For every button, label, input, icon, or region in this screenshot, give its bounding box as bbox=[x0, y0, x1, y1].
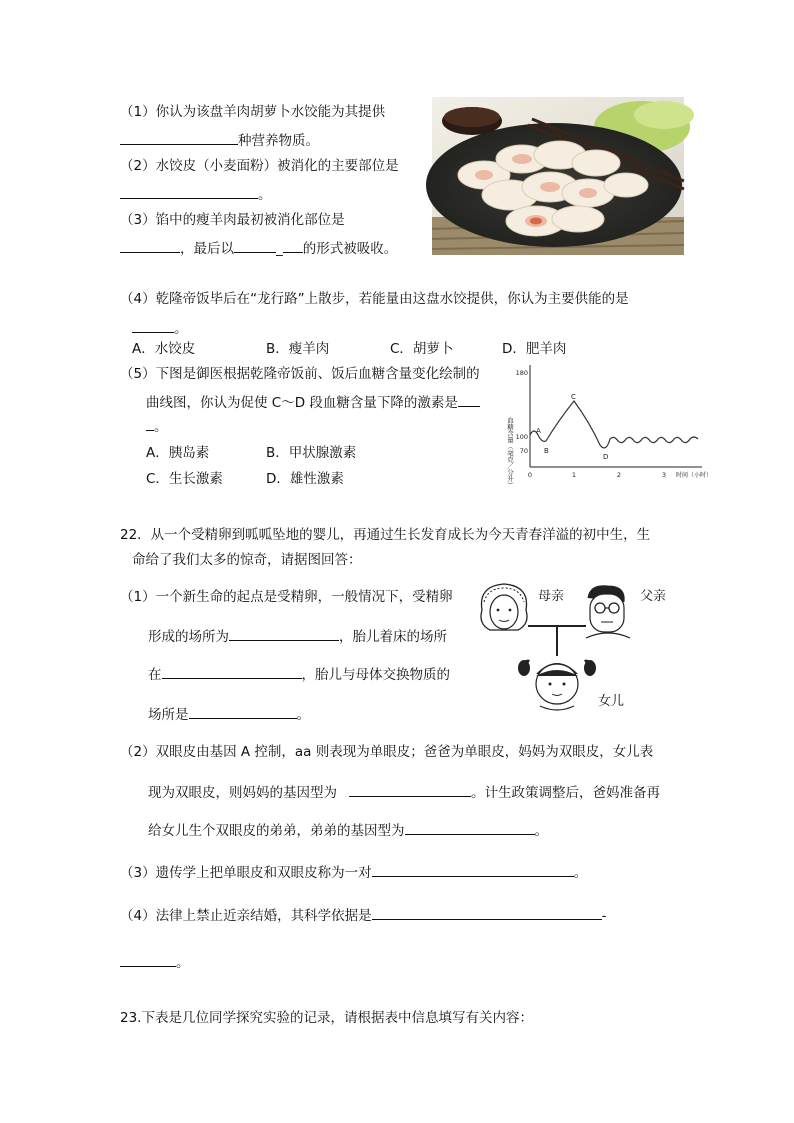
answer-blank[interactable] bbox=[458, 392, 480, 407]
answer-blank[interactable] bbox=[349, 782, 471, 797]
graph-point-d: D bbox=[603, 453, 609, 461]
q21-5-line1: （5）下图是御医根据乾隆帝饭前、饭后血糖含量变化绘制的 bbox=[120, 366, 480, 382]
q21-5-line3: 。 bbox=[146, 416, 168, 436]
father-label: 父亲 bbox=[640, 589, 667, 604]
mother-label: 母亲 bbox=[538, 589, 565, 604]
q21-5-option-a[interactable]: A．胰岛素 bbox=[146, 445, 210, 461]
answer-blank[interactable] bbox=[234, 238, 276, 253]
q21-2-line1: （2）水饺皮（小麦面粉）被消化的主要部位是 bbox=[120, 158, 399, 174]
q22-1-line3: 在 ，胎儿与母体交换物质的 bbox=[148, 664, 450, 684]
graph-xtick: 3 bbox=[661, 471, 667, 479]
q21-4-line1: （4）乾隆帝饭毕后在“龙行路”上散步，若能量由这盘水饺提供，你认为主要供能的是 bbox=[120, 291, 629, 307]
answer-blank[interactable] bbox=[132, 318, 174, 333]
q21-4-line2: 。 bbox=[132, 318, 188, 338]
answer-blank[interactable] bbox=[405, 820, 535, 835]
q22-2-line3: 给女儿生个双眼皮的弟弟，弟弟的基因型为 。 bbox=[148, 820, 548, 840]
answer-blank[interactable] bbox=[120, 952, 176, 967]
q22-4-line1: （4）法律上禁止近亲结婚，其科学依据是 - bbox=[120, 905, 606, 925]
q21-3-line1: （3）馅中的瘦羊肉最初被消化部位是 bbox=[120, 212, 345, 228]
q21-4-option-d[interactable]: D．肥羊肉 bbox=[502, 341, 567, 357]
graph-point-a: A bbox=[536, 427, 541, 435]
answer-blank[interactable] bbox=[372, 862, 574, 877]
graph-ytick: 70 bbox=[519, 447, 528, 455]
mother-figure bbox=[481, 584, 527, 630]
q21-2-line2: 。 bbox=[120, 184, 272, 204]
graph-xtick: 1 bbox=[571, 471, 577, 479]
q21-3-line2: ，最后以 _ 的形式被吸收。 bbox=[120, 238, 397, 258]
q22-2-line2: 现为双眼皮，则妈妈的基因型为 。计生政策调整后，爸妈准备再 bbox=[148, 782, 660, 802]
q22-1-line2: 形成的场所为 ，胎儿着床的场所 bbox=[148, 626, 447, 646]
q21-5-line2: 曲线图，你认为促使 C～D 段血糖含量下降的激素是 bbox=[146, 392, 480, 412]
q21-4-option-a[interactable]: A．水饺皮 bbox=[132, 341, 196, 357]
daughter-label: 女儿 bbox=[598, 694, 625, 709]
q21-5-option-d[interactable]: D．雄性激素 bbox=[266, 471, 344, 487]
answer-blank[interactable] bbox=[120, 130, 238, 145]
q22-2-line1: （2）双眼皮由基因 A 控制，aa 则表现为单眼皮；爸爸为单眼皮，妈妈为双眼皮，女儿表 bbox=[120, 744, 654, 760]
graph-ylabel: 血糖含量（毫克／分升） bbox=[506, 417, 514, 489]
q22-1-line1: （1）一个新生命的起点是受精卵，一般情况下，受精卵 bbox=[120, 589, 453, 605]
q21-5-option-c[interactable]: C．生长激素 bbox=[146, 471, 223, 487]
dumpling-photo bbox=[432, 97, 684, 255]
answer-blank[interactable] bbox=[162, 664, 302, 679]
q22-4-line2: 。 bbox=[120, 952, 190, 972]
answer-blank[interactable] bbox=[146, 416, 154, 431]
graph-ytick: 100 bbox=[515, 433, 528, 441]
glucose-curve bbox=[530, 401, 698, 448]
answer-blank[interactable] bbox=[283, 238, 303, 253]
daughter-figure bbox=[518, 660, 596, 710]
blood-glucose-graph bbox=[506, 361, 713, 489]
answer-blank[interactable] bbox=[189, 704, 297, 719]
graph-point-b: B bbox=[544, 447, 549, 455]
graph-xlabel: 时间（小时） bbox=[676, 472, 713, 479]
answer-blank[interactable] bbox=[120, 238, 180, 253]
answer-blank[interactable] bbox=[120, 184, 258, 199]
answer-blank[interactable] bbox=[229, 626, 339, 641]
q22-intro-line1: 22．从一个受精卵到呱呱坠地的婴儿，再通过生长发育成长为今天青春洋溢的初中生，生 bbox=[120, 527, 651, 543]
q22-1-line4: 场所是 。 bbox=[148, 704, 310, 724]
answer-blank[interactable] bbox=[372, 905, 602, 920]
q21-4-option-c[interactable]: C．胡萝卜 bbox=[390, 341, 454, 357]
q22-3-line: （3）遗传学上把单眼皮和双眼皮称为一对 。 bbox=[120, 862, 587, 882]
q21-1-line2: 种营养物质。 bbox=[120, 130, 319, 150]
q22-intro-line2: 命给了我们太多的惊奇，请据图回答： bbox=[132, 552, 362, 568]
q21-5-option-b[interactable]: B．甲状腺激素 bbox=[266, 445, 357, 461]
q21-1-line1: （1）你认为该盘羊肉胡萝卜水饺能为其提供 bbox=[120, 104, 386, 120]
graph-ytick: 180 bbox=[515, 369, 528, 377]
q23-intro: 23.下表是几位同学探究实验的记录，请根据表中信息填写有关内容： bbox=[120, 1010, 533, 1026]
family-illustration bbox=[474, 580, 684, 720]
q21-4-option-b[interactable]: B．瘦羊肉 bbox=[266, 341, 330, 357]
graph-xtick: 0 bbox=[527, 471, 533, 479]
graph-point-c: C bbox=[571, 393, 576, 401]
father-figure bbox=[586, 586, 630, 638]
graph-xtick: 2 bbox=[616, 471, 622, 479]
